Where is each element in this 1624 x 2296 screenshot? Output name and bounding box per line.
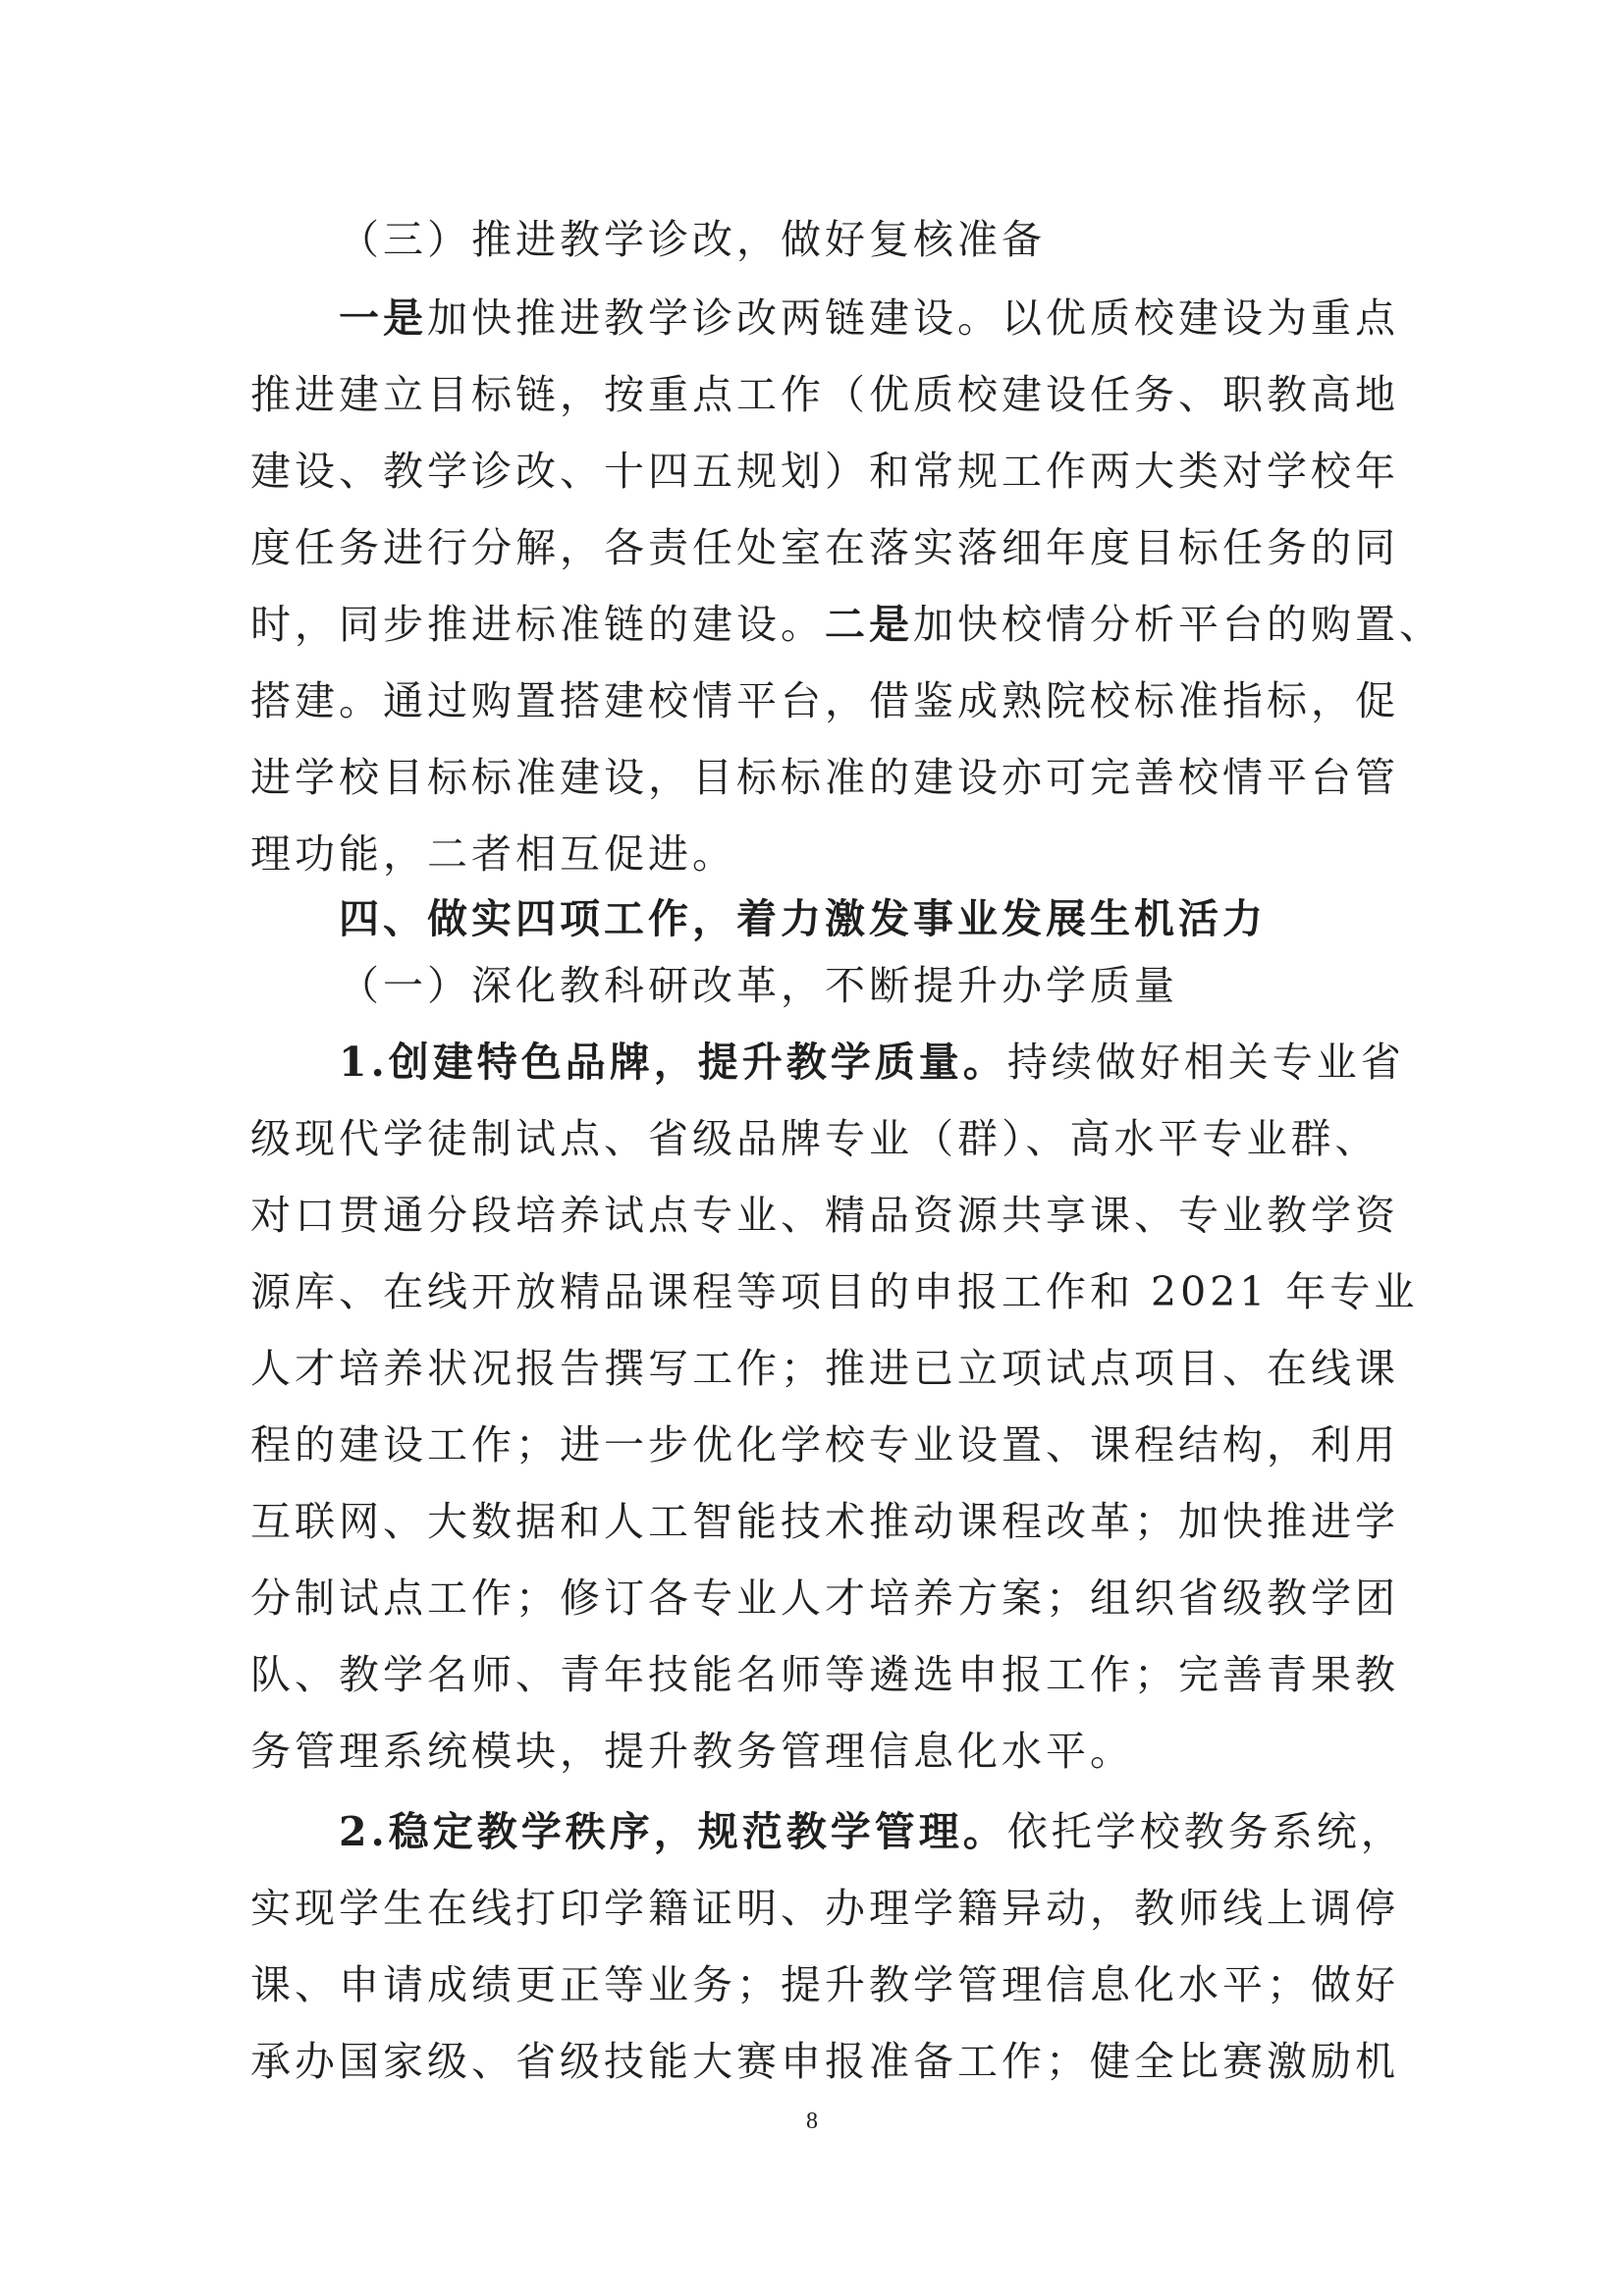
- part-4-heading: 四、做实四项工作，着力激发事业发展生机活力: [339, 895, 1267, 942]
- item-2-lead: 2.稳定教学秩序，规范教学管理。: [339, 1808, 1007, 1855]
- paragraph-line: 建设、教学诊改、十四五规划）和常规工作两大类对学校年: [250, 448, 1399, 495]
- paragraph-line: 级现代学徒制试点、省级品牌专业（群）、高水平专业群、: [250, 1115, 1380, 1162]
- paragraph-line: [250, 599, 1443, 650]
- paragraph-line: 分制试点工作；修订各专业人才培养方案；组织省级教学团: [250, 1575, 1399, 1622]
- paragraph-line: 理功能，二者相互促进。: [250, 830, 736, 878]
- paragraph-line: 源库、在线开放精品课程等项目的申报工作和 2021 年专业: [250, 1268, 1419, 1315]
- paragraph-line: 对口贯通分段培养试点专业、精品资源共享课、专业教学资: [250, 1192, 1399, 1239]
- paragraph-line: 推进建立目标链，按重点工作（优质校建设任务、职教高地: [250, 371, 1399, 418]
- page-number: 8: [806, 2109, 818, 2134]
- paragraph-line: 实现学生在线打印学籍证明、办理学籍异动，教师线上调停: [250, 1885, 1399, 1932]
- paragraph-line: 互联网、大数据和人工智能技术推动课程改革；加快推进学: [250, 1498, 1399, 1545]
- part-4-sub-heading: （一）深化教科研改革，不断提升办学质量: [339, 962, 1178, 1009]
- paragraph-line: 人才培养状况报告撰写工作；推进已立项试点项目、在线课: [250, 1345, 1399, 1392]
- lead-bold-text: 二是: [825, 601, 913, 648]
- paragraph-line: 课、申请成绩更正等业务；提升教学管理信息化水平；做好: [250, 1961, 1399, 2008]
- section-3-heading: （三）推进教学诊改，做好复核准备: [339, 216, 1046, 263]
- paragraph-line: 程的建设工作；进一步优化学校专业设置、课程结构，利用: [250, 1421, 1399, 1468]
- paragraph-line: 务管理系统模块，提升教务管理信息化水平。: [250, 1728, 1134, 1775]
- paragraph-line: 进学校目标标准建设，目标标准的建设亦可完善校情平台管: [250, 754, 1399, 801]
- line-text: 依托学校教务系统，: [1006, 1808, 1405, 1855]
- item-1-lead: 1.创建特色品牌，提升教学质量。: [339, 1039, 1007, 1086]
- lead-bold-text: 一是: [339, 294, 427, 342]
- paragraph-line: [339, 293, 1478, 344]
- paragraph-line: 搭建。通过购置搭建校情平台，借鉴成熟院校标准指标，促: [250, 677, 1399, 724]
- paragraph-line: 队、教学名师、青年技能名师等遴选申报工作；完善青果教: [250, 1651, 1399, 1698]
- paragraph-line: 度任务进行分解，各责任处室在落实落细年度目标任务的同: [250, 524, 1399, 571]
- line-text: 加快校情分析平台的购置、: [913, 601, 1443, 648]
- paragraph-line: [339, 1806, 1478, 1857]
- paragraph-line: [339, 1037, 1478, 1088]
- line-text: 加快推进教学诊改两链建设。以优质校建设为重点: [427, 294, 1399, 342]
- line-text: 时，同步推进标准链的建设。: [250, 601, 825, 648]
- paragraph-line: 承办国家级、省级技能大赛申报准备工作；健全比赛激励机: [250, 2038, 1399, 2085]
- line-text: 持续做好相关专业省: [1006, 1039, 1405, 1086]
